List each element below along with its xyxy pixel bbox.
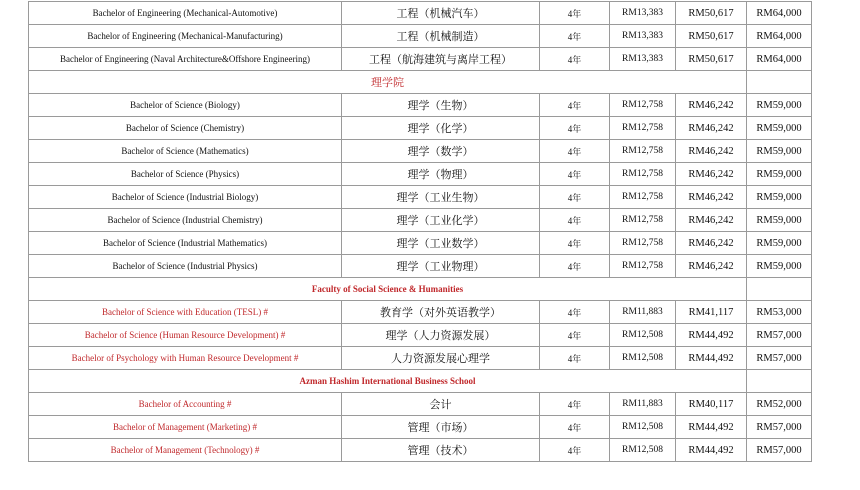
- living-cost: RM46,242: [676, 232, 747, 255]
- living-cost: RM46,242: [676, 255, 747, 278]
- program-row: [29, 48, 812, 71]
- annual-fee: RM12,758: [610, 94, 676, 117]
- total-fee: RM64,000: [747, 25, 812, 48]
- program-name-en: Bachelor of Accounting #: [29, 393, 342, 416]
- empty-cell: [747, 71, 812, 94]
- program-name-en: Bachelor of Engineering (Mechanical-Manufacturing): [29, 25, 342, 48]
- total-fee: RM57,000: [747, 416, 812, 439]
- total-fee: RM59,000: [747, 94, 812, 117]
- program-row: [29, 209, 812, 232]
- duration: 4年: [540, 163, 610, 186]
- program-name-zh: 会计: [342, 393, 540, 416]
- total-fee: RM59,000: [747, 255, 812, 278]
- empty-cell: [747, 278, 812, 301]
- program-name-en: Bachelor of Management (Technology) #: [29, 439, 342, 462]
- duration: 4年: [540, 393, 610, 416]
- living-cost: RM46,242: [676, 163, 747, 186]
- living-cost: RM40,117: [676, 393, 747, 416]
- living-cost: RM41,117: [676, 301, 747, 324]
- program-name-zh: 理学（数学）: [342, 140, 540, 163]
- program-row: [29, 163, 812, 186]
- total-fee: RM57,000: [747, 439, 812, 462]
- program-name-en: Bachelor of Science (Chemistry): [29, 117, 342, 140]
- program-name-zh: 工程（航海建筑与离岸工程）: [342, 48, 540, 71]
- program-name-zh: 理学（工业生物）: [342, 186, 540, 209]
- program-name-zh: 理学（工业数学）: [342, 232, 540, 255]
- program-name-zh: 理学（工业物理）: [342, 255, 540, 278]
- duration: 4年: [540, 140, 610, 163]
- program-row: [29, 117, 812, 140]
- annual-fee: RM12,758: [610, 140, 676, 163]
- program-name-en: Bachelor of Science (Physics): [29, 163, 342, 186]
- total-fee: RM57,000: [747, 347, 812, 370]
- program-fee-table: [28, 1, 812, 462]
- program-name-en: Bachelor of Psychology with Human Resource Development #: [29, 347, 342, 370]
- total-fee: RM64,000: [747, 2, 812, 25]
- program-name-zh: 理学（生物）: [342, 94, 540, 117]
- annual-fee: RM11,883: [610, 301, 676, 324]
- program-row: [29, 301, 812, 324]
- total-fee: RM59,000: [747, 232, 812, 255]
- annual-fee: RM12,758: [610, 209, 676, 232]
- program-name-zh: 人力资源发展心理学: [342, 347, 540, 370]
- annual-fee: RM12,758: [610, 163, 676, 186]
- program-name-zh: 理学（人力资源发展）: [342, 324, 540, 347]
- annual-fee: RM12,508: [610, 439, 676, 462]
- total-fee: RM59,000: [747, 209, 812, 232]
- section-header-row: [29, 71, 812, 94]
- program-name-zh: 理学（物理）: [342, 163, 540, 186]
- total-fee: RM59,000: [747, 163, 812, 186]
- program-row: [29, 324, 812, 347]
- living-cost: RM44,492: [676, 439, 747, 462]
- annual-fee: RM11,883: [610, 393, 676, 416]
- living-cost: RM50,617: [676, 2, 747, 25]
- duration: 4年: [540, 48, 610, 71]
- program-name-zh: 管理（技术）: [342, 439, 540, 462]
- living-cost: RM44,492: [676, 324, 747, 347]
- total-fee: RM53,000: [747, 301, 812, 324]
- duration: 4年: [540, 324, 610, 347]
- total-fee: RM64,000: [747, 48, 812, 71]
- program-name-zh: 管理（市场）: [342, 416, 540, 439]
- section-header-row: [29, 370, 812, 393]
- section-header-row: [29, 278, 812, 301]
- program-row: [29, 140, 812, 163]
- annual-fee: RM13,383: [610, 2, 676, 25]
- program-name-en: Bachelor of Engineering (Mechanical-Automotive): [29, 2, 342, 25]
- program-row: [29, 347, 812, 370]
- program-name-en: Bachelor of Science with Education (TESL) #: [29, 301, 342, 324]
- duration: 4年: [540, 117, 610, 140]
- annual-fee: RM13,383: [610, 48, 676, 71]
- program-name-en: Bachelor of Science (Mathematics): [29, 140, 342, 163]
- duration: 4年: [540, 347, 610, 370]
- annual-fee: RM12,508: [610, 347, 676, 370]
- program-name-zh: 理学（工业化学）: [342, 209, 540, 232]
- duration: 4年: [540, 255, 610, 278]
- total-fee: RM59,000: [747, 140, 812, 163]
- living-cost: RM46,242: [676, 140, 747, 163]
- living-cost: RM46,242: [676, 186, 747, 209]
- section-title: 理学院: [29, 71, 747, 94]
- living-cost: RM46,242: [676, 209, 747, 232]
- total-fee: RM57,000: [747, 324, 812, 347]
- duration: 4年: [540, 416, 610, 439]
- program-row: [29, 416, 812, 439]
- program-row: [29, 94, 812, 117]
- program-name-zh: 理学（化学）: [342, 117, 540, 140]
- living-cost: RM44,492: [676, 347, 747, 370]
- total-fee: RM59,000: [747, 117, 812, 140]
- program-name-en: Bachelor of Science (Industrial Biology): [29, 186, 342, 209]
- program-row: [29, 25, 812, 48]
- program-name-zh: 工程（机械制造）: [342, 25, 540, 48]
- duration: 4年: [540, 25, 610, 48]
- annual-fee: RM12,758: [610, 232, 676, 255]
- program-name-en: Bachelor of Science (Industrial Mathematics): [29, 232, 342, 255]
- annual-fee: RM13,383: [610, 25, 676, 48]
- section-title: Faculty of Social Science & Humanities: [29, 278, 747, 301]
- annual-fee: RM12,758: [610, 255, 676, 278]
- program-row: [29, 186, 812, 209]
- empty-cell: [747, 370, 812, 393]
- living-cost: RM46,242: [676, 94, 747, 117]
- program-name-en: Bachelor of Science (Biology): [29, 94, 342, 117]
- program-name-en: Bachelor of Management (Marketing) #: [29, 416, 342, 439]
- duration: 4年: [540, 232, 610, 255]
- program-name-zh: 工程（机械汽车）: [342, 2, 540, 25]
- annual-fee: RM12,758: [610, 186, 676, 209]
- duration: 4年: [540, 2, 610, 25]
- living-cost: RM44,492: [676, 416, 747, 439]
- program-row: [29, 439, 812, 462]
- duration: 4年: [540, 209, 610, 232]
- duration: 4年: [540, 439, 610, 462]
- duration: 4年: [540, 301, 610, 324]
- annual-fee: RM12,508: [610, 416, 676, 439]
- program-name-zh: 教育学（对外英语教学）: [342, 301, 540, 324]
- living-cost: RM50,617: [676, 25, 747, 48]
- section-title: Azman Hashim International Business School: [29, 370, 747, 393]
- program-name-en: Bachelor of Science (Industrial Chemistry): [29, 209, 342, 232]
- total-fee: RM52,000: [747, 393, 812, 416]
- program-name-en: Bachelor of Science (Human Resource Development) #: [29, 324, 342, 347]
- program-row: [29, 2, 812, 25]
- program-name-en: Bachelor of Science (Industrial Physics): [29, 255, 342, 278]
- duration: 4年: [540, 186, 610, 209]
- living-cost: RM50,617: [676, 48, 747, 71]
- program-name-en: Bachelor of Engineering (Naval Architecture&Offshore Engineering): [29, 48, 342, 71]
- program-row: [29, 232, 812, 255]
- program-row: [29, 393, 812, 416]
- duration: 4年: [540, 94, 610, 117]
- living-cost: RM46,242: [676, 117, 747, 140]
- total-fee: RM59,000: [747, 186, 812, 209]
- annual-fee: RM12,508: [610, 324, 676, 347]
- annual-fee: RM12,758: [610, 117, 676, 140]
- program-row: [29, 255, 812, 278]
